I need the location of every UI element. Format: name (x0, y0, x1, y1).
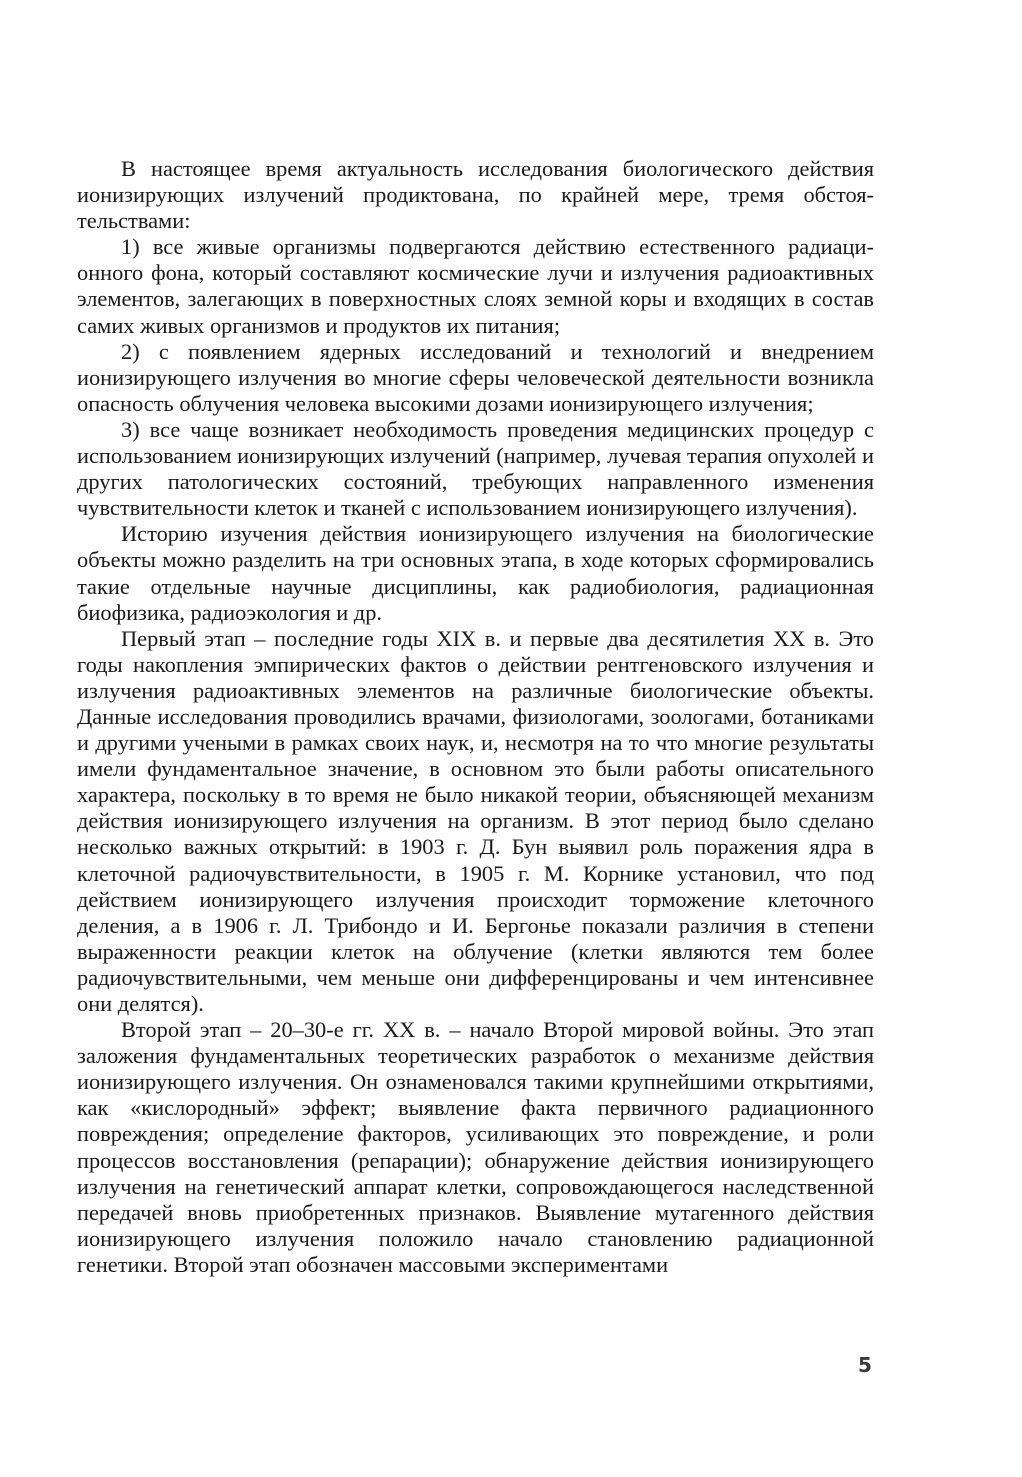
paragraph-item-2: 2) с появлением ядерных исследований и технологий и внедрением ионизирующего излучения во многие сферы человеческой деятельности возникла опасность облучения человека высокими дозами ионизирующего излучения; (77, 338, 874, 416)
paragraph-second-stage: Второй этап – 20–30-е гг. XX в. – начало Второй мировой войны. Это этап заложения фундаментальных теоретических разработок о механизме действия ионизирующего излучения. Он ознаменовался такими крупнейшими открытиями, как «кислородный» эффект; выявление факта первичного радиационного повреждения; определение факторов, усиливающих это повреждение, и роли процессов восстановления (репарации); обнаружение действия ионизирующего излучения на генетический аппарат клетки, сопровождающегося наследственной передачей вновь приобретенных признаков. Выявление мутагенного действия ионизирующего излучения положило начало становлению радиационной генетики. Второй этап обозначен массовыми экспериментами (77, 1017, 874, 1277)
page-number: 5 (858, 1353, 872, 1377)
paragraph-history: Историю изучения действия ионизирующего излучения на биологические объекты можно разделить на три основных этапа, в ходе которых сформировались такие отдельные научные дисциплины, как радиобиология, радиационная биофизика, радиоэкология и др. (77, 521, 874, 625)
paragraph-item-1: 1) все живые организмы подвергаются действию естественного радиационного фона, который составляют космические лучи и излучения радиоактивных элементов, залегающих в поверхностных слоях земной коры и входящих в состав самих живых организмов и продуктов их питания; (77, 234, 874, 338)
paragraph-intro: В настоящее время актуальность исследования биологического действия ионизирующих излучений продиктована, по крайней мере, тремя обстоятельствами: (77, 156, 874, 234)
paragraph-item-3: 3) все чаще возникает необходимость проведения медицинских процедур с использованием ионизирующих излучений (например, лучевая терапия опухолей и других патологических состояний, требующих направленного изменения чувствительности клеток и тканей с использованием ионизирующего излучения). (77, 416, 874, 521)
paragraph-first-stage: Первый этап – последние годы XIX в. и первые два десятилетия XX в. Это годы накопления эмпирических фактов о действии рентгеновского излучения и излучения радиоактивных элементов на различные биологические объекты. Данные исследования проводились врачами, физиологами, зоологами, ботаниками и другими учеными в рамках своих наук, и, несмотря на то что многие результаты имели фундаментальное значение, в основном это были работы описательного характера, поскольку в то время не было никакой теории, объясняющей механизм действия ионизирующего излучения на организм. В этот период было сделано несколько важных открытий: в 1903 г. Д. Бун выявил роль поражения ядра в клеточной радиочувствительности, в 1905 г. М. Корнике установил, что под действием ионизирующего излучения происходит торможение клеточного деления, а в 1906 г. Л. Трибондо и И. Бергонье показали различия в степени выраженности реакции клеток на облучение (клетки являются тем более радиочувствительными, чем меньше они дифференцированы и чем интенсивнее они делятся). (77, 625, 874, 1016)
page-body (77, 156, 874, 1278)
